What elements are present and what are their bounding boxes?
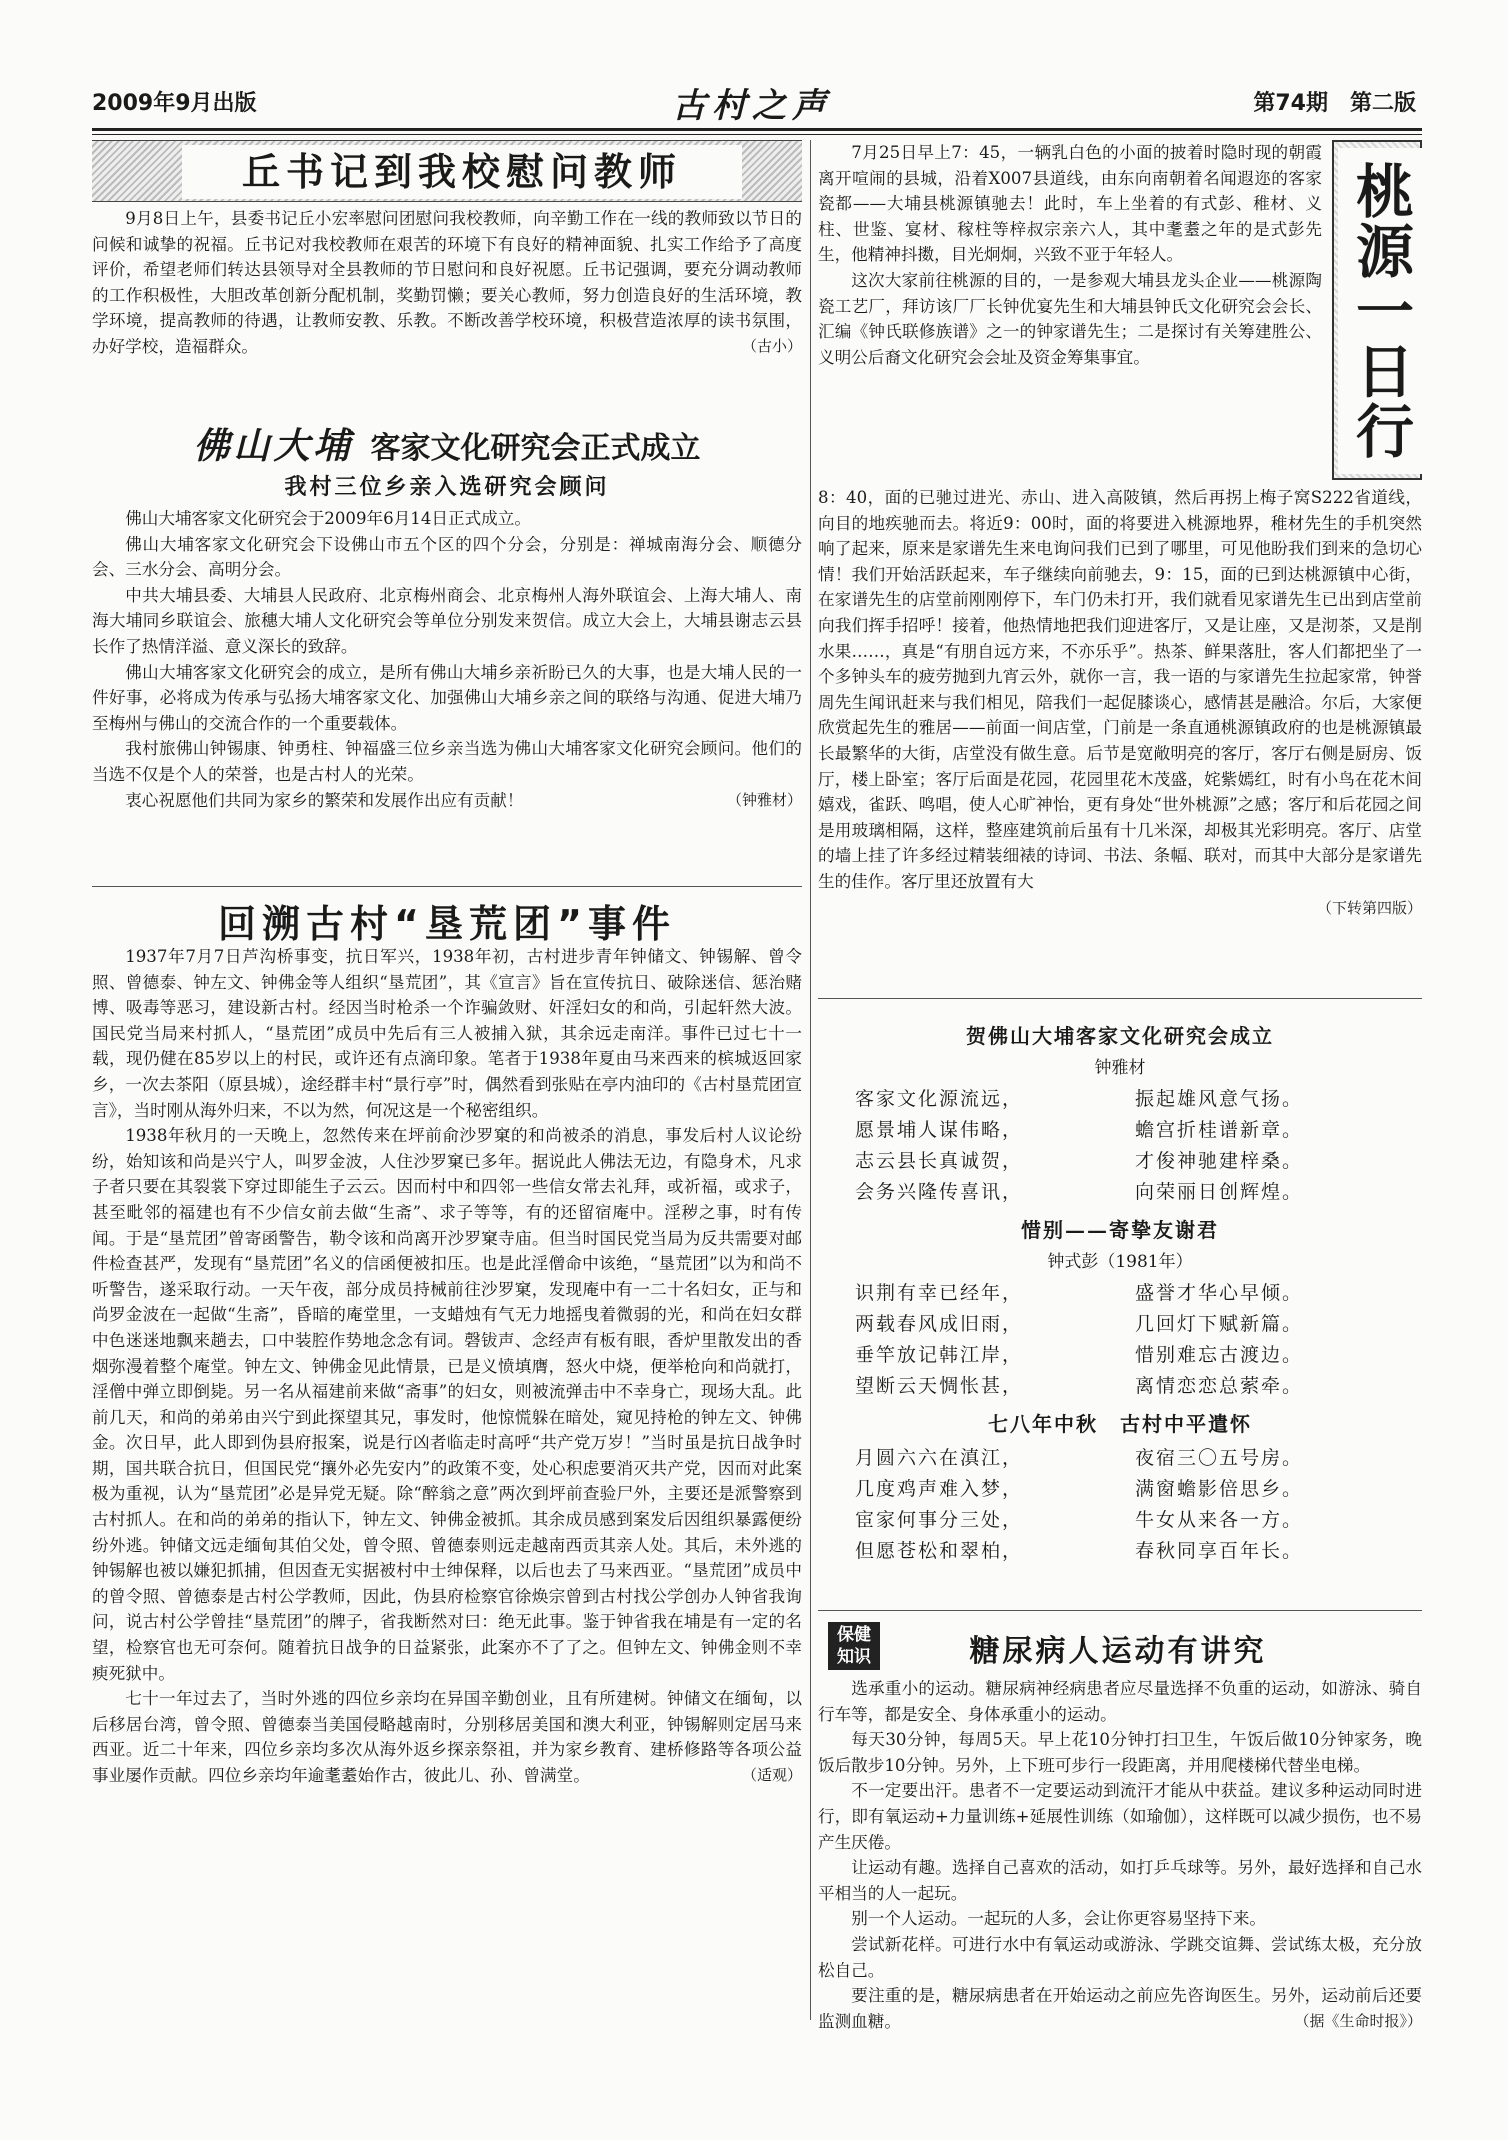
article4-title: 桃源一日行 xyxy=(1338,148,1422,474)
poem-line: 春秋同享百年长。 xyxy=(1135,1540,1304,1562)
article4-body-top xyxy=(818,140,1322,370)
poem-author: 钟式彭（1981年） xyxy=(1047,1252,1193,1272)
health-paragraph: 别一个人运动。一起玩的人多，会让你更容易坚持下来。 xyxy=(851,1909,1267,1929)
health-paragraph: 不一定要出汗。患者不一定要运动到流汗才能从中获益。建议多种运动同时进行，即有氧运动+力量训练+延展性训练（如瑜伽），这样既可以减少损伤，也不易产生厌倦。 xyxy=(818,1781,1422,1852)
poem-title: 贺佛山大埔客家文化研究会成立 xyxy=(966,1024,1274,1048)
article1-title: 丘书记到我校慰问教师 xyxy=(182,145,742,199)
article4-paragraph: 8：40，面的已驰过进光、赤山、进入高陂镇，然后再拐上梅子窝S222省道线，向目的地疾驰而去。将近9：00时，面的将要进入桃源地界，稚材先生的手机突然响了起来，原来是家谱先生来电询问我们已到了哪里，可见他盼我们到来的急切心情！我们开始活跃起来，车子继续向前驰去，9：15，面的已到达桃源镇中心街，在家谱先生的店堂前刚刚停下，车门仍未打开，我们就看见家谱先生已出到店堂前向我们挥手招呼！接着，他热情地把我们迎进客厅，又是让座，又是沏茶，又是削水果……，真是“有朋自远方来，不亦乐乎”。热茶、鲜果落肚，客人们都把坐了一个多钟头车的疲劳抛到九宵云外，就你一言，我一语的与家谱先生拉起家常，钟誉周先生闻讯赶来与我们相见，陪我们一起促膝谈心，感情甚是融洽。尔后，大家便欣赏起先生的雅居——前面一间店堂，门前是一条直通桃源镇政府的也是桃源镇最长最繁华的大街，店堂没有做生意。后节是宽敞明亮的客厅，客厅右侧是厨房、饭厅，楼上卧室；客厅后面是花园，花园里花木茂盛，姹紫嫣红，时有小鸟在花木间嬉戏，雀跃、鸣唱，使人心旷神怡，更有身处“世外桃源”之感；客厅和后花园之间是用玻璃相隔，这样，整座建筑前后虽有十几米深，却极其光彩明亮。客厅、店堂的墙上挂了许多经过精装细裱的诗词、书法、条幅、联对，而其中大部分是家谱先生的佳作。客厅里还放置有大 xyxy=(818,488,1422,891)
health-paragraph-text: 要注重的是，糖尿病患者在开始运动之前应先咨询医生。另外，运动前后还要监测血糖。 xyxy=(818,1986,1422,2031)
article2-paragraph xyxy=(92,788,802,814)
issue-date: 2009年9月出版 xyxy=(92,91,257,116)
article3-title: 回溯古村“垦荒团”事件 xyxy=(92,886,802,948)
poem-line: 望断云天惆怅甚， xyxy=(855,1375,1024,1397)
poem-line: 满窗蟾影倍思乡。 xyxy=(1135,1478,1304,1500)
poem-line: 两载春风成旧雨， xyxy=(855,1313,1024,1335)
health-paragraph: 尝试新花样。可进行水中有氧运动或游泳、学跳交谊舞、尝试练太极，充分放松自己。 xyxy=(818,1934,1422,1980)
article2-paragraph-text: 衷心祝愿他们共同为家乡的繁荣和发展作出应有贡献！ xyxy=(125,790,524,810)
poem-line: 向荣丽日创辉煌。 xyxy=(1135,1181,1304,1203)
health-paragraph xyxy=(818,1983,1422,2034)
masthead xyxy=(92,78,1422,134)
health-header xyxy=(818,1622,1422,1670)
column-divider xyxy=(810,140,811,2020)
article1-body xyxy=(92,206,802,360)
poem-line: 夜宿三〇五号房。 xyxy=(1135,1447,1304,1469)
poem-line: 盛誉才华心早倾。 xyxy=(1135,1282,1304,1304)
poem-line: 振起雄风意气扬。 xyxy=(1135,1088,1304,1110)
article2-subtitle: 我村三位乡亲入选研究会顾问 xyxy=(284,474,610,500)
article3-paragraph: 1937年7月7日芦沟桥事变，抗日军兴，1938年初，古村进步青年钟储文、钟锡解、曾令照、曾德泰、钟左文、钟佛金等人组织“垦荒团”，其《宣言》旨在宣传抗日、破除迷信、惩治赌博、吸毒等恶习，建设新古村。经因当时枪杀一个诈骗敛财、奸淫妇女的和尚，引起轩然大波。国民党当局来村抓人，“垦荒团”成员中先后有三人被捕入狱，其余远走南洋。事件已过七十一载，现仍健在85岁以上的村民，或许还有点滴印象。笔者于1938年夏由马来西来的槟城返回家乡，一次去茶阳（原县城），途经群丰村“景行亭”时，偶然看到张贴在亭内油印的《古村垦荒团宣言》，当时刚从海外归来，不以为然，何况这是一个秘密组织。 xyxy=(92,947,802,1120)
poem xyxy=(818,1020,1422,1204)
article2-paragraph: 中共大埔县委、大埔县人民政府、北京梅州商会、北京梅州人海外联谊会、上海大埔人、南海大埔同乡联谊会、旅穗大埔人文化研究会等单位分别发来贺信。成立大会上，大埔县谢志云县长作了热情洋溢、意义深长的致辞。 xyxy=(92,585,802,656)
poem-line: 客家文化源流远， xyxy=(855,1088,1024,1110)
article3-signature: （适观） xyxy=(741,1766,802,1784)
poem-line: 垂竿放记韩江岸， xyxy=(855,1344,1024,1366)
health-paragraph: 选承重小的运动。糖尿病神经病患者应尽量选择不负重的运动，如游泳、骑自行车等，都是安全、身体承重小的运动。 xyxy=(818,1679,1422,1724)
poem-line: 识荆有幸已经年， xyxy=(855,1282,1024,1304)
article1-paragraph-text: 9月8日上午，县委书记丘小宏率慰问团慰问我校教师，向辛勤工作在一线的教师致以节日的问候和诚挚的祝福。丘书记对我校教师在艰苦的环境下有良好的精神面貌、扎实工作给予了高度评价，希望老师们转达县领导对全县教师的节日慰问和良好祝愿。丘书记强调，要充分调动教师的工作积极性，大胆改革创新分配机制，奖勤罚懒；要关心教师，努力创造良好的生活环境，教学环境，提高教师的待遇，让教师安教、乐教。不断改善学校环境，积极营造浓厚的读书氛围，办好学校，造福群众。 xyxy=(92,209,802,356)
poem-line: 牛女从来各一方。 xyxy=(1135,1509,1304,1531)
article3-paragraph-text: 七十一年过去了，当时外逃的四位乡亲均在异国辛勤创业，且有所建树。钟储文在缅甸，以后移居台湾，曾令照、曾德泰当美国侵略越南时，分别移居美国和澳大利亚，钟锡解则定居马来西亚。近二十年来，四位乡亲均多次从海外返乡探亲祭祖，并为家乡教育、建桥修路等各项公益事业屡作贡献。四位乡亲均年逾耄耋始作古，彼此儿、孙、曾满堂。 xyxy=(92,1689,802,1785)
poem-line: 蟾宫折桂谱新章。 xyxy=(1135,1119,1304,1141)
poem-line: 几度鸡声难入梦， xyxy=(855,1478,1024,1500)
poem-lines xyxy=(818,1278,1422,1398)
health-paragraph: 让运动有趣。选择自己喜欢的活动，如打乒乓球等。另外，最好选择和自己水平相当的人一起玩。 xyxy=(818,1858,1422,1903)
poem-line: 但愿苍松和翠柏， xyxy=(855,1540,1024,1562)
poem-line: 才俊神驰建梓桑。 xyxy=(1135,1150,1304,1172)
article4-continued-note: （下转第四版） xyxy=(1316,898,1422,917)
article1-signature: （古小） xyxy=(741,336,802,355)
health-paragraph: 每天30分钟，每周5天。早上花10分钟打扫卫生，午饭后做10分钟家务，晚饭后散步10分钟。另外，上下班可步行一段距离，并用爬楼梯代替坐电梯。 xyxy=(818,1730,1422,1775)
article4-title-box xyxy=(1332,140,1422,480)
masthead-rule xyxy=(92,128,1422,131)
article2-body xyxy=(92,506,802,813)
poem-line: 月圆六六在滇江， xyxy=(855,1447,1024,1469)
left-column xyxy=(92,140,802,2040)
article2-headline xyxy=(92,418,802,469)
article2-title-a: 佛山大埔 xyxy=(193,425,354,467)
poem-title: 七八年中秋 古村中平遣怀 xyxy=(988,1412,1252,1436)
article2-paragraph: 佛山大埔客家文化研究会的成立，是所有佛山大埔乡亲祈盼已久的大事，也是大埔人民的一件好事，必将成为传承与弘扬大埔客家文化、加强佛山大埔乡亲之间的联络与沟通、促进大埔乃至梅州与佛山的交流合作的一个重要载体。 xyxy=(92,662,802,733)
article2-title-b: 客家文化研究会正式成立 xyxy=(370,431,701,466)
article2-paragraph: 佛山大埔客家文化研究会于2009年6月14日正式成立。 xyxy=(125,509,531,528)
health-badge-line: 保健 xyxy=(837,1625,871,1645)
article1-paragraph xyxy=(92,206,802,360)
poem-lines xyxy=(818,1443,1422,1563)
section-rule xyxy=(818,1610,1422,1611)
poem xyxy=(818,1214,1422,1398)
section-rule xyxy=(818,998,1422,999)
article1-header xyxy=(92,140,802,202)
poem-line: 惜别难忘古渡边。 xyxy=(1135,1344,1304,1366)
article3-paragraph: 1938年秋月的一天晚上，忽然传来在坪前俞沙罗窠的和尚被杀的消息，事发后村人议论纷纷，始知该和尚是兴宁人，叫罗金波，人住沙罗窠已多年。据说此人佛法无边，有隐身术，凡求子者只要在其裂裳下穿过即能生子云云。因而村中和四邻一些信女常去礼拜，或祈福，或求子，甚至毗邻的福建也有不少信女前去做“生斋”、求子等等，有的还留宿庵中。淫秽之事，时有传闻。于是“垦荒团”曾寄函警告，勒令该和尚离开沙罗窠寺庙。但当时国民党当局为反共需要对邮件检查甚严，发现有“垦荒团”名义的信函便被扣压。也是此淫僧命中该绝，“垦荒团”以为和尚不听警告，遂采取行动。一天午夜，部分成员持械前往沙罗窠，发现庵中有一二十名妇女，正与和尚罗金波在一起做“生斋”，昏暗的庵堂里，一支蜡烛有气无力地摇曳着微弱的光，和尚在妇女群中色迷迷地飘来趟去，口中装腔作势地念念有词。磬钹声、念经声有板有眼，香炉里散发出的香烟弥漫着整个庵堂。钟左文、钟佛金见此情景，已是义愤填膺，怒火中烧，便举枪向和尚就打，淫僧中弹立即倒毙。另一名从福建前来做“斋事”的妇女，则被流弹击中不幸身亡，现场大乱。此前几天，和尚的弟弟由兴宁到此探望其兄，事发时，他惊慌躲在暗处，窥见持枪的钟左文、钟佛金。次日早，此人即到伪县府报案，说是行凶者临走时高呼“共产党万岁！”当时虽是抗日战争时期，国共联合抗日，但国民党“攘外必先安内”的政策不变，处心积虑要消灭共产党，因而对此案极为重视，认为“垦荒团”必是异党无疑。除“醉翁之意”两次到坪前查验尸外，主要还是派警察到古村抓人。在和尚的弟弟的指认下，钟左文、钟佛金被抓。其余成员感到案发后因组织暴露便纷纷外逃。钟储文远走缅甸其伯父处，曾令照、曾德泰则远走越南西贡其亲人处。其后，未外逃的钟锡解也被以嫌犯抓捕，但因查无实据被村中士绅保释，以后也去了马来西亚。“垦荒团”成员中的曾令照、曾德泰是古村公学教师，因此，伪县府检察官徐焕宗曾到古村找公学创办人钟省我询问，说古村公学曾挂“垦荒团”的牌子，省我断然对曰：绝无此事。鉴于钟省我在埔是有一定的名望，检察官也无可奈何。随着抗日战争的日益紧张，此案亦不了了之。但钟左文、钟佛金则不幸瘐死狱中。 xyxy=(92,1126,802,1683)
issue-number: 第74期 第二版 xyxy=(1253,91,1416,116)
poem-line: 志云县长真诚贺， xyxy=(855,1150,1024,1172)
health-body xyxy=(818,1676,1422,2034)
poems-section xyxy=(818,1010,1422,1563)
article4-paragraph: 7月25日早上7：45，一辆乳白色的小面的披着时隐时现的朝霞离开喧闹的县城，沿着X007县道线，由东向南朝着名闻遐迩的客家瓷都——大埔县桃源镇驰去！此时，车上坐着的有式彭、稚材、义柱、世鉴、宴材、稼柱等梓叔宗亲六人，其中耄耋之年的是式彭先生，他精神抖擞，目光炯炯，兴致不亚于年轻人。 xyxy=(818,143,1322,265)
article2-signature: （钟雅材） xyxy=(726,790,802,809)
article3-paragraph xyxy=(92,1686,802,1788)
poem-author: 钟雅材 xyxy=(1094,1058,1146,1078)
health-badge xyxy=(828,1622,880,1670)
article2-paragraph: 我村旅佛山钟锡康、钟勇柱、钟福盛三位乡亲当选为佛山大埔客家文化研究会顾问。他们的当选不仅是个人的荣誉，也是古村人的光荣。 xyxy=(92,739,802,784)
poem-title: 惜别——寄挚友谢君 xyxy=(1021,1218,1219,1242)
poem-line: 愿景埔人谋伟略， xyxy=(855,1119,1024,1141)
article4-paragraph: 这次大家前往桃源的目的，一是参观大埔县龙头企业——桃源陶瓷工艺厂，拜访该厂厂长钟优宴先生和大埔县钟氏文化研究会会长、汇编《钟氏联修族谱》之一的钟家谱先生；二是探讨有关筹建胜公、义明公后裔文化研究会会址及资金筹集事宜。 xyxy=(818,270,1322,367)
poem-line: 几回灯下赋新篇。 xyxy=(1135,1313,1304,1335)
health-title: 糖尿病人运动有讲究 xyxy=(969,1634,1267,1669)
poem xyxy=(818,1408,1422,1563)
masthead-rule-thin xyxy=(92,134,1422,135)
health-badge-line: 知识 xyxy=(837,1647,871,1667)
article4-body-rest xyxy=(818,485,1422,918)
poem-line: 离情恋恋总萦牵。 xyxy=(1135,1375,1304,1397)
article3-body xyxy=(92,944,802,1789)
article2-paragraph: 佛山大埔客家文化研究会下设佛山市五个区的四个分会，分别是：禅城南海分会、顺德分会、三水分会、高明分会。 xyxy=(92,534,802,580)
poem-line: 会务兴隆传喜讯， xyxy=(855,1181,1024,1203)
poem-lines xyxy=(818,1084,1422,1204)
poem-line: 宦家何事分三处， xyxy=(855,1509,1024,1531)
health-source: （据《生命时报》） xyxy=(1294,2011,1422,2030)
right-column xyxy=(818,140,1422,2040)
newspaper-title: 古村之声 xyxy=(672,86,832,126)
